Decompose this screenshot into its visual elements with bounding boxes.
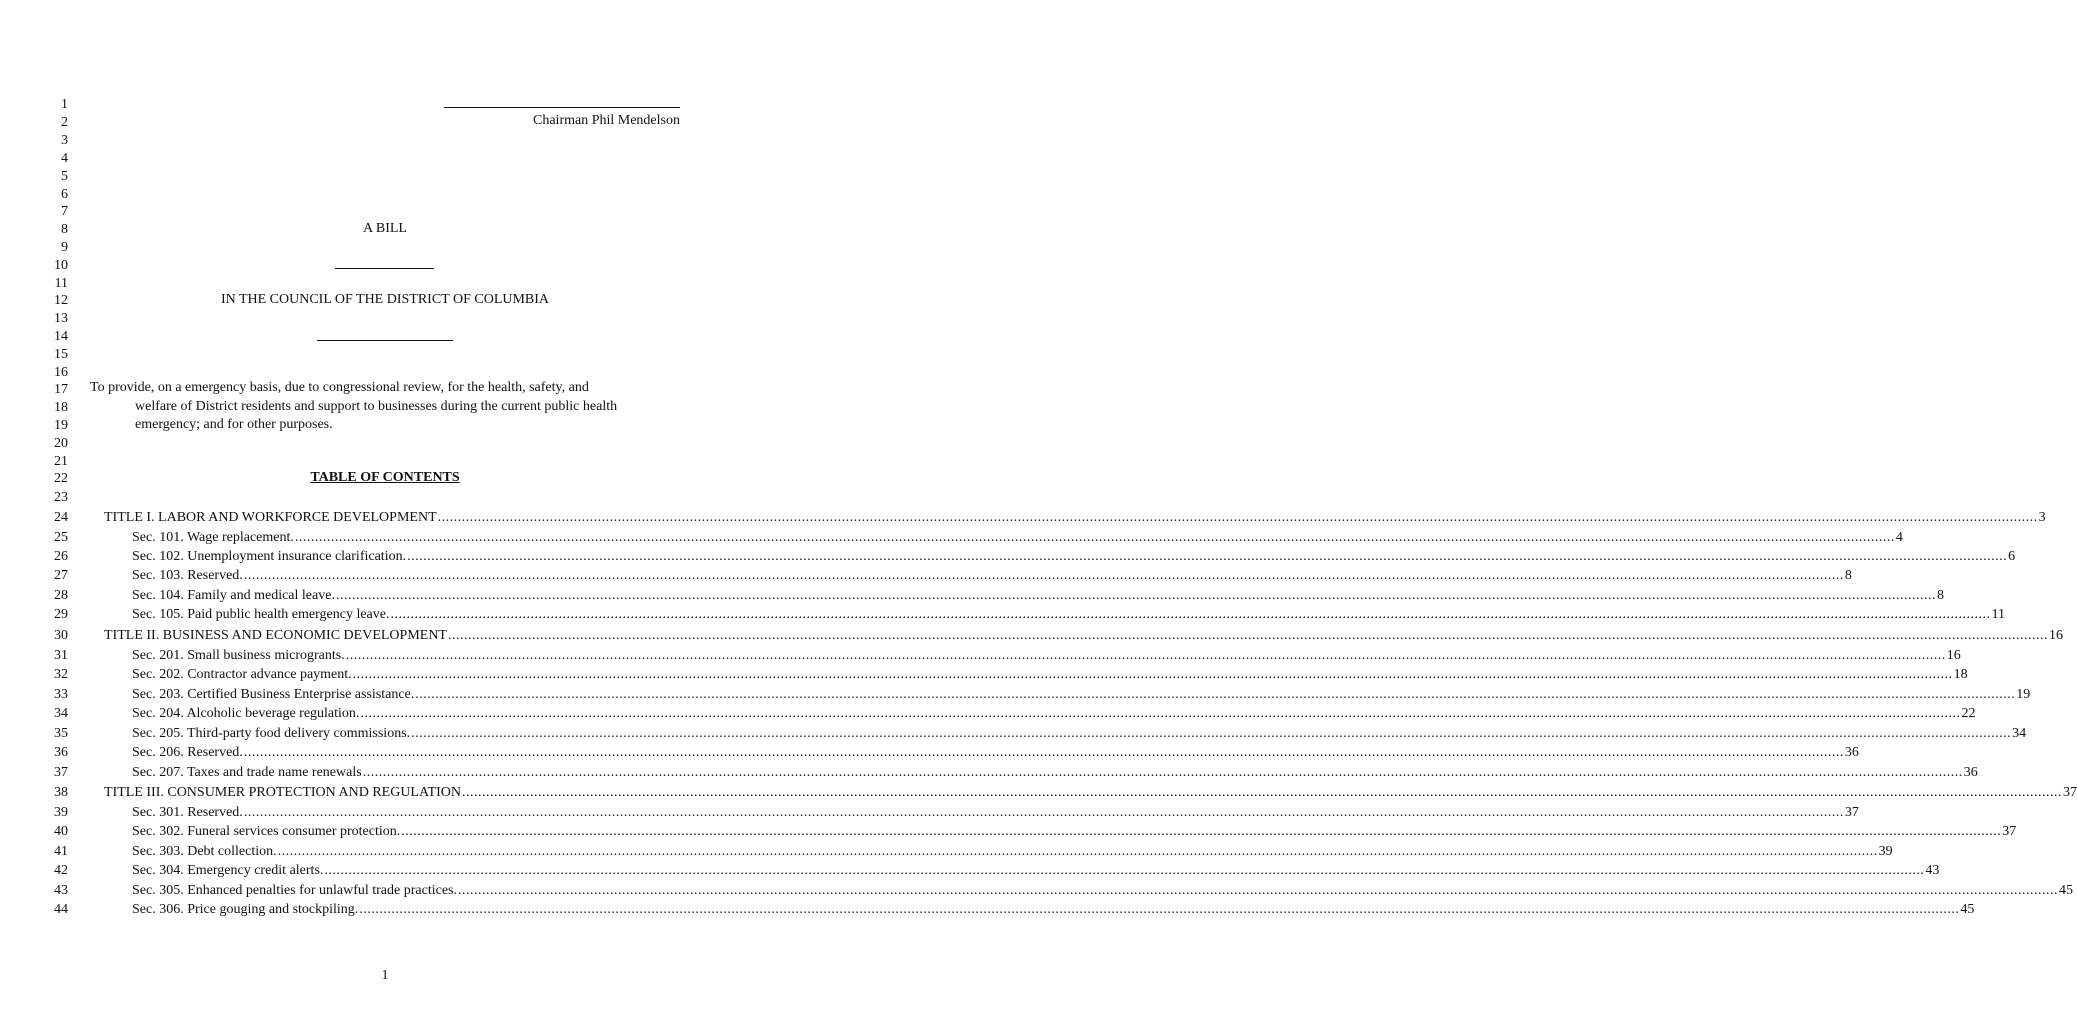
purpose-line-3: emergency; and for other purposes. — [135, 417, 333, 432]
toc-leader-dots: ................................................................................................................................................................................................................................................................................................................................................................................................................ — [324, 863, 1925, 878]
toc-title-entry — [104, 628, 2063, 644]
toc-leader-dots: ................................................................................................................................................................................................................................................................................................................................................................................................................ — [437, 510, 2038, 525]
toc-leader-dots: ................................................................................................................................................................................................................................................................................................................................................................................................................ — [362, 765, 1963, 780]
line-number: 28 — [54, 588, 68, 603]
toc-leader-dots: ................................................................................................................................................................................................................................................................................................................................................................................................................ — [243, 805, 1844, 820]
toc-entry-label: Sec. 204. Alcoholic beverage regulation. — [132, 706, 360, 721]
line-number: 44 — [54, 902, 68, 917]
toc-section-entry — [132, 844, 1893, 860]
toc-leader-dots: ................................................................................................................................................................................................................................................................................................................................................................................................................ — [294, 530, 1895, 545]
line-number: 29 — [54, 607, 68, 622]
toc-entry-page: 11 — [1991, 607, 2005, 622]
toc-section-entry — [132, 667, 1968, 683]
toc-entry-label: Sec. 305. Enhanced penalties for unlawful trade practices. — [132, 883, 457, 898]
toc-section-entry — [132, 687, 2031, 703]
toc-entry-page: 45 — [2058, 883, 2073, 898]
toc-leader-dots: ................................................................................................................................................................................................................................................................................................................................................................................................................ — [243, 745, 1844, 760]
toc-section-entry — [132, 530, 1903, 546]
signature-name: Chairman Phil Mendelson — [533, 113, 680, 128]
toc-entry-label: Sec. 206. Reserved. — [132, 745, 243, 760]
toc-entry-page: 16 — [1946, 648, 1961, 663]
toc-entry-page: 4 — [1895, 530, 1903, 545]
toc-section-entry — [132, 902, 1975, 918]
line-number: 16 — [54, 365, 68, 380]
line-number: 36 — [54, 745, 68, 760]
line-number: 17 — [54, 382, 68, 397]
toc-entry-page: 37 — [2002, 824, 2017, 839]
bill-title: A BILL — [363, 221, 407, 236]
toc-entry-page: 8 — [1936, 588, 1944, 603]
toc-entry-page: 43 — [1925, 863, 1940, 878]
toc-leader-dots: ................................................................................................................................................................................................................................................................................................................................................................................................................ — [335, 588, 1936, 603]
line-number: 32 — [54, 667, 68, 682]
line-number: 37 — [54, 765, 68, 780]
toc-leader-dots: ................................................................................................................................................................................................................................................................................................................................................................................................................ — [411, 726, 2012, 741]
toc-entry-page: 19 — [2016, 687, 2031, 702]
toc-entry-label: Sec. 202. Contractor advance payment. — [132, 667, 352, 682]
toc-entry-page: 37 — [2062, 785, 2077, 800]
line-number: 10 — [54, 258, 68, 273]
toc-entry-label: Sec. 301. Reserved. — [132, 805, 243, 820]
purpose-line-1: To provide, on a emergency basis, due to congressional review, for the health, safety, and — [90, 380, 589, 395]
purpose-line-2: welfare of District residents and support to businesses during the current public health — [135, 399, 618, 414]
line-number: 5 — [61, 169, 68, 184]
toc-leader-dots: ................................................................................................................................................................................................................................................................................................................................................................................................................ — [390, 607, 1991, 622]
line-number: 13 — [54, 311, 68, 326]
line-number: 42 — [54, 863, 68, 878]
toc-leader-dots: ................................................................................................................................................................................................................................................................................................................................................................................................................ — [415, 687, 2016, 702]
toc-section-entry — [132, 883, 2073, 899]
toc-leader-dots: ................................................................................................................................................................................................................................................................................................................................................................................................................ — [407, 549, 2008, 564]
toc-section-entry — [132, 706, 1976, 722]
toc-leader-dots: ................................................................................................................................................................................................................................................................................................................................................................................................................ — [277, 844, 1878, 859]
toc-title-entry — [104, 510, 2046, 526]
toc-section-entry — [132, 648, 1961, 664]
line-number: 43 — [54, 883, 68, 898]
toc-entry-label: Sec. 304. Emergency credit alerts. — [132, 863, 324, 878]
line-number: 11 — [54, 276, 68, 291]
line-number: 3 — [61, 133, 68, 148]
toc-entry-label: Sec. 302. Funeral services consumer protection. — [132, 824, 401, 839]
page-number: 1 — [381, 968, 389, 983]
line-number: 35 — [54, 726, 68, 741]
toc-entry-label: Sec. 205. Third-party food delivery commissions. — [132, 726, 411, 741]
toc-entry-label: Sec. 105. Paid public health emergency leave. — [132, 607, 390, 622]
toc-entry-label: TITLE III. CONSUMER PROTECTION AND REGULATION — [104, 785, 461, 800]
toc-section-entry — [132, 726, 2027, 742]
toc-entry-page: 37 — [1844, 805, 1859, 820]
toc-entry-label: Sec. 102. Unemployment insurance clarification. — [132, 549, 407, 564]
toc-entry-label: Sec. 201. Small business microgrants. — [132, 648, 345, 663]
bill-number-rule — [335, 268, 434, 269]
line-number: 21 — [54, 454, 68, 469]
toc-title-entry — [104, 785, 2077, 801]
line-number: 23 — [54, 490, 68, 505]
toc-entry-page: 18 — [1953, 667, 1968, 682]
toc-entry-page: 6 — [2008, 549, 2016, 564]
toc-entry-page: 36 — [1844, 745, 1859, 760]
toc-section-entry — [132, 863, 1940, 879]
toc-entry-page: 22 — [1961, 706, 1976, 721]
line-number: 19 — [54, 418, 68, 433]
line-number: 12 — [54, 293, 68, 308]
toc-leader-dots: ................................................................................................................................................................................................................................................................................................................................................................................................................ — [360, 706, 1961, 721]
line-number: 14 — [54, 329, 68, 344]
line-number: 24 — [54, 510, 68, 525]
line-number: 6 — [61, 187, 68, 202]
line-number: 4 — [61, 151, 68, 166]
toc-leader-dots: ................................................................................................................................................................................................................................................................................................................................................................................................................ — [461, 785, 2062, 800]
toc-entry-label: Sec. 303. Debt collection. — [132, 844, 277, 859]
toc-entry-page: 8 — [1844, 568, 1852, 583]
toc-section-entry — [132, 805, 1859, 821]
toc-section-entry — [132, 765, 1978, 781]
toc-entry-page: 16 — [2049, 628, 2063, 643]
line-number: 27 — [54, 568, 68, 583]
line-number: 38 — [54, 785, 68, 800]
toc-entry-page: 36 — [1963, 765, 1978, 780]
toc-leader-dots: ................................................................................................................................................................................................................................................................................................................................................................................................................ — [401, 824, 2002, 839]
signature-line — [444, 107, 680, 108]
toc-section-entry — [132, 588, 1944, 604]
toc-entry-label: Sec. 207. Taxes and trade name renewals — [132, 765, 362, 780]
toc-entry-label: Sec. 101. Wage replacement. — [132, 530, 294, 545]
line-number: 15 — [54, 347, 68, 362]
toc-entry-page: 39 — [1878, 844, 1893, 859]
line-number: 33 — [54, 687, 68, 702]
council-heading: IN THE COUNCIL OF THE DISTRICT OF COLUMBIA — [220, 292, 550, 307]
toc-entry-page: 3 — [2038, 510, 2046, 525]
toc-entry-page: 34 — [2012, 726, 2027, 741]
toc-section-entry — [132, 549, 2016, 565]
line-number: 41 — [54, 844, 68, 859]
toc-entry-label: TITLE II. BUSINESS AND ECONOMIC DEVELOPMENT — [104, 628, 447, 643]
toc-entry-label: Sec. 306. Price gouging and stockpiling. — [132, 902, 359, 917]
toc-leader-dots: ................................................................................................................................................................................................................................................................................................................................................................................................................ — [359, 902, 1960, 917]
line-number: 7 — [61, 204, 68, 219]
line-number: 22 — [54, 471, 68, 486]
line-number: 9 — [61, 240, 68, 255]
line-number: 39 — [54, 805, 68, 820]
toc-entry-label: Sec. 103. Reserved. — [132, 568, 243, 583]
line-number: 25 — [54, 530, 68, 545]
line-number: 1 — [61, 97, 68, 112]
toc-leader-dots: ................................................................................................................................................................................................................................................................................................................................................................................................................ — [345, 648, 1946, 663]
date-rule — [317, 340, 453, 341]
toc-leader-dots: ................................................................................................................................................................................................................................................................................................................................................................................................................ — [448, 628, 2048, 643]
line-number: 8 — [61, 222, 68, 237]
line-number: 34 — [54, 706, 68, 721]
line-number: 40 — [54, 824, 68, 839]
line-number: 20 — [54, 436, 68, 451]
toc-entry-page: 45 — [1960, 902, 1975, 917]
toc-heading: TABLE OF CONTENTS — [310, 470, 460, 485]
toc-section-entry — [132, 745, 1859, 761]
line-number: 26 — [54, 549, 68, 564]
toc-section-entry — [132, 824, 2017, 840]
line-number: 30 — [54, 628, 68, 643]
toc-entry-label: Sec. 203. Certified Business Enterprise assistance. — [132, 687, 415, 702]
line-number: 2 — [61, 115, 68, 130]
toc-leader-dots: ................................................................................................................................................................................................................................................................................................................................................................................................................ — [352, 667, 1953, 682]
toc-leader-dots: ................................................................................................................................................................................................................................................................................................................................................................................................................ — [243, 568, 1844, 583]
toc-entry-label: Sec. 104. Family and medical leave. — [132, 588, 335, 603]
toc-entry-label: TITLE I. LABOR AND WORKFORCE DEVELOPMENT — [104, 510, 437, 525]
toc-section-entry — [132, 607, 2005, 623]
line-number: 18 — [54, 400, 68, 415]
line-number: 31 — [54, 648, 68, 663]
toc-section-entry — [132, 568, 1852, 584]
toc-leader-dots: ................................................................................................................................................................................................................................................................................................................................................................................................................ — [457, 883, 2058, 898]
